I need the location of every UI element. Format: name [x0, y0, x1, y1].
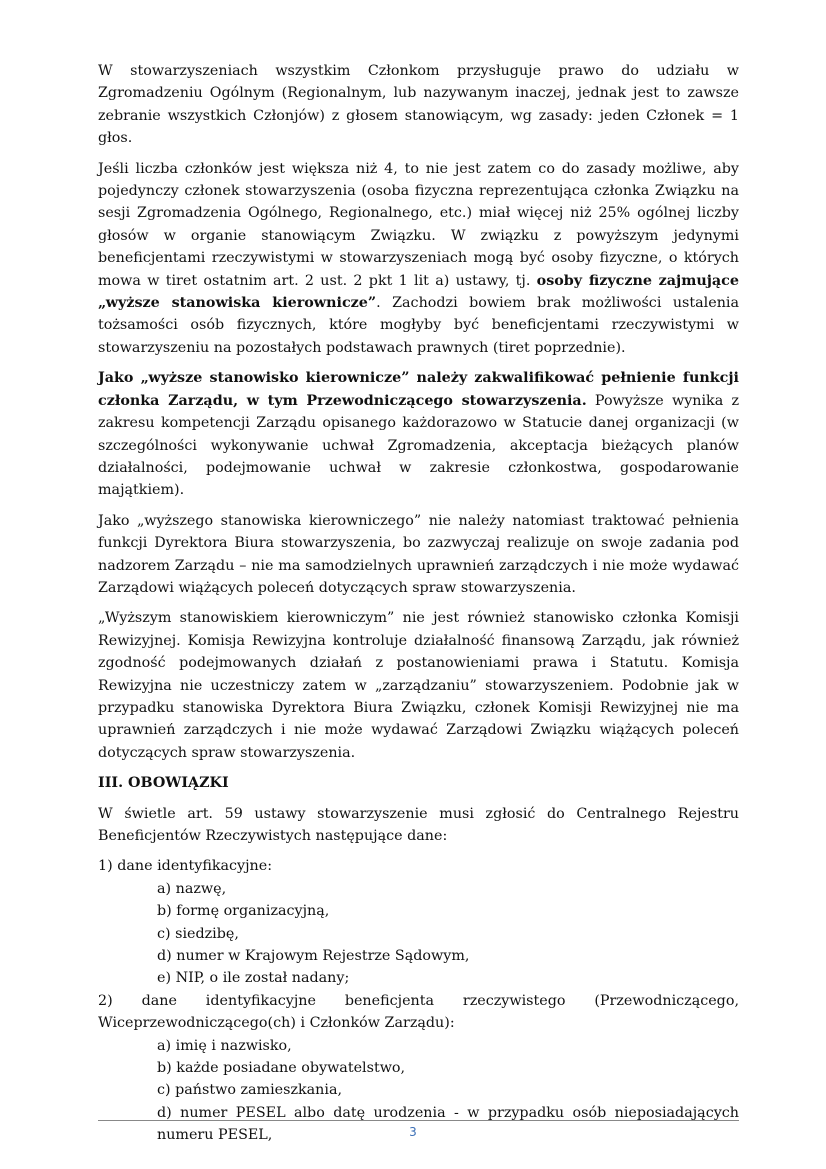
paragraph-members-rights: W stowarzyszeniach wszystkim Członkom przysługuje prawo do udziału w Zgromadzeniu Ogólnym (Regionalnym, lub nazywanym inaczej, jednak jest to zawsze zebranie wszystkich Członjów) z głosem stanowiącym, wg zasady: jeden Członek = 1 głos. [98, 63, 739, 147]
section-heading: III. OBOWIĄZKI [98, 775, 229, 792]
paragraph-senior-management [98, 367, 739, 501]
paragraph-audit-committee: „Wyższym stanowiskiem kierowniczym” nie jest również stanowisko członka Komisji Rewizyjnej. Komisja Rewizyjna kontroluje działalność finansową Zarządu, jak również zgodność podejmowanych działań z postanowieniami prawa i Statutu. Komisja Rewizyjna nie uczestniczy zatem w „zarządzaniu” stowarzyszeniem. Podobnie jak w przypadku stanowiska Dyrektora Biura Związku, członek Komisji Rewizyjnej nie ma uprawnień zarządczych i nie może wydawać Zarządowi Związku wiążących poleceń dotyczących spraw stowarzyszenia. [98, 610, 739, 761]
list1-item: a) nazwę, [157, 880, 227, 897]
document-page [98, 60, 739, 1147]
paragraph-senior-management-bold: Jako „wyższe stanowisko kierownicze” należy zakwalifikować pełnienie funkcji członka Zarządu, w tym Przewodniczącego stowarzyszenia. [98, 370, 739, 409]
paragraph-beneficiaries [98, 158, 739, 360]
list1-item: b) formę organizacyjną, [157, 903, 330, 920]
paragraph-beneficiaries-text-a: Jeśli liczba członków jest większa niż 4, to nie jest zatem co do zasady możliwe, aby pojedynczy członek stowarzyszenia (osoba fizyczna reprezentująca członka Związku na sesji Zgromadzenia Ogólnego, Regionalnego, etc.) miał więcej niż 25% ogólnej liczby głosów w organie stanowiącym Związku. W związku z powyższym jedynymi beneficjentami rzeczywistymi w stowarzyszeniach mogą być osoby fizyczne, o których mowa w tiret ostatnim art. 2 ust. 2 pkt 1 lit a) ustawy, tj. [98, 160, 739, 289]
footer-divider [98, 1120, 739, 1121]
list1-item: c) siedzibę, [157, 925, 239, 942]
paragraph-beneficiaries-bold: osoby fizyczne zajmujące „wyższe stanowiska kierownicze” [98, 272, 739, 312]
list1-item: d) numer w Krajowym Rejestrze Sądowym, [157, 948, 470, 965]
paragraph-beneficiaries-text-b: . Zachodzi bowiem brak możliwości ustalenia tożsamości osób fizycznych, które mogłyby być beneficjentami rzeczywistymi w stowarzyszeniu na pozostałych podstawach prawnych (tiret poprzednie). [98, 295, 739, 356]
list1-item: e) NIP, o ile został nadany; [157, 970, 350, 987]
list2-item: a) imię i nazwisko, [157, 1037, 292, 1054]
list2-item: d) numer PESEL albo datę urodzenia - w przypadku osób nieposiadających numeru PESEL, [157, 1104, 739, 1144]
list2-item: b) każde posiadane obywatelstwo, [157, 1060, 406, 1077]
paragraph-office-director: Jako „wyższego stanowiska kierowniczego” nie należy natomiast traktować pełnienia funkcji Dyrektora Biura stowarzyszenia, bo zazwyczaj realizuje on swoje zadania pod nadzorem Zarządu – nie ma samodzielnych uprawnień zarządczych i nie może wydawać Zarządowi wiążących poleceń dotyczących spraw stowarzyszenia. [98, 512, 739, 596]
list2-title: 2) dane identyfikacyjne beneficjenta rzeczywistego (Przewodniczącego, Wiceprzewodniczącego(ch) i Członków Zarządu): [98, 992, 739, 1032]
list1-title: 1) dane identyfikacyjne: [98, 858, 273, 875]
paragraph-senior-management-text: Powyższe wynika z zakresu kompetencji Zarządu opisanego każdorazowo w Statucie danej organizacji (w szczególności wykonywanie uchwał Zgromadzenia, akceptacja bieżących planów działalności, podejmowanie uchwał w zakresie członkostwa, gospodarowanie majątkiem). [98, 392, 739, 499]
list2-item: c) państwo zamieszkania, [157, 1082, 343, 1099]
page-number: 3 [409, 1125, 417, 1139]
paragraph-obligations: W świetle art. 59 ustawy stowarzyszenie musi zgłosić do Centralnego Rejestru Beneficjentów Rzeczywistych następujące dane: [98, 805, 739, 844]
